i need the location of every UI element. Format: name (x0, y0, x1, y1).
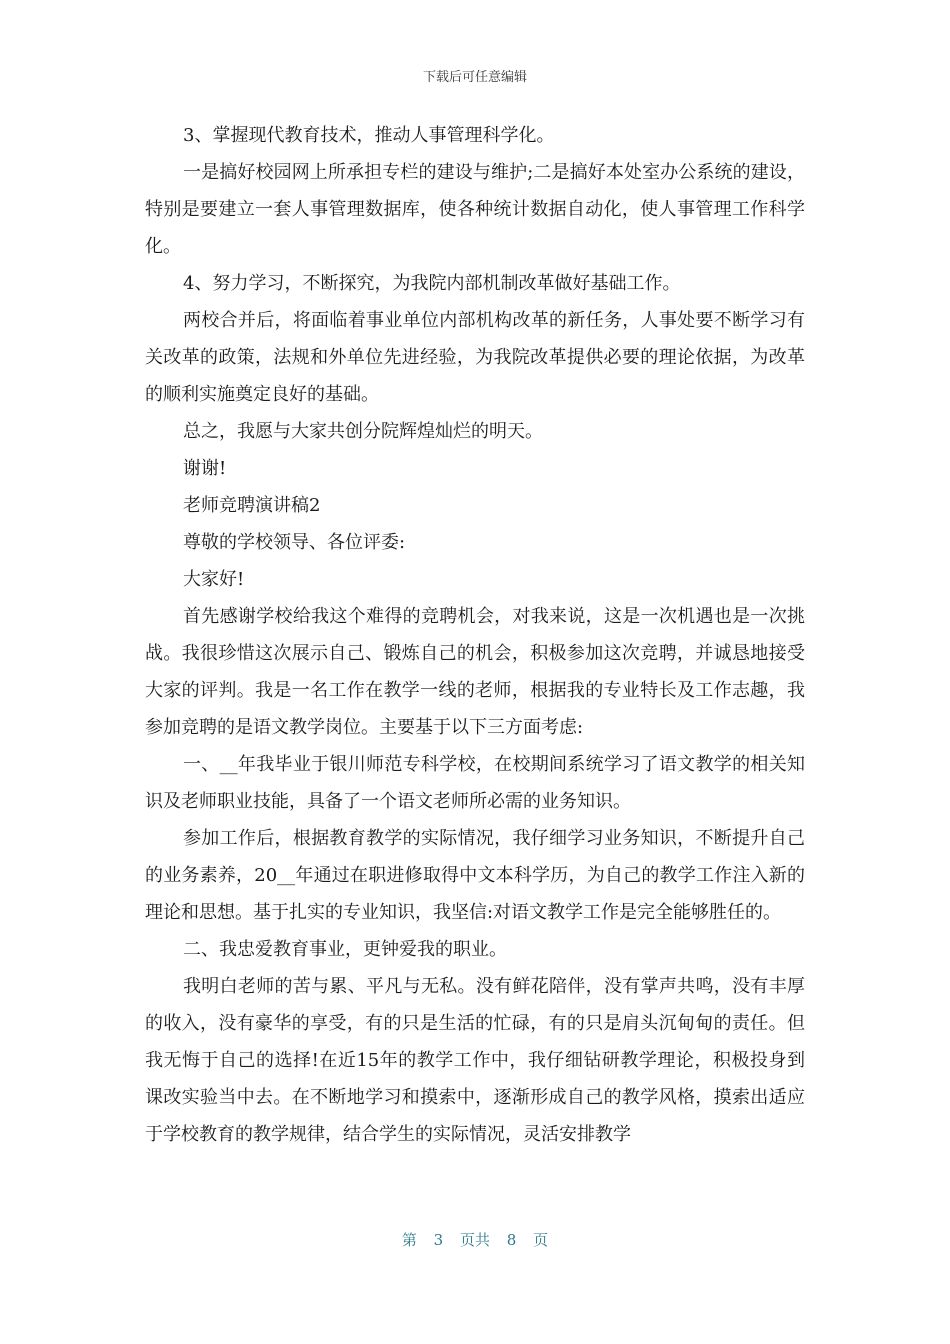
paragraph: 两校合并后，将面临着事业单位内部机构改革的新任务，人事处要不断学习有关改革的政策，法规和外单位先进经验，为我院改革提供必要的理论依据，为改革的顺利实施奠定良好的基础。 (145, 310, 805, 405)
paragraph: 一是搞好校园网上所承担专栏的建设与维护;二是搞好本处室办公系统的建设，特别是要建立一套人事管理数据库，使各种统计数据自动化，使人事管理工作科学化。 (145, 162, 805, 257)
paragraph: 总之，我愿与大家共创分院辉煌灿烂的明天。 (183, 421, 543, 442)
footer-prefix: 第 (401, 1231, 417, 1249)
paragraph: 谢谢! (183, 458, 227, 479)
footer-middle: 页共 (459, 1231, 490, 1249)
footer-suffix: 页 (533, 1231, 549, 1249)
footer-total-pages: 8 (506, 1231, 517, 1249)
paragraph: 参加工作后，根据教育教学的实际情况，我仔细学习业务知识，不断提升自己的业务素养，20__年通过在职进修取得中文本科学历，为自己的教学工作注入新的理论和思想。基于扎实的专业知识，我坚信:对语文教学工作是完全能够胜任的。 (145, 828, 805, 923)
salutation: 尊敬的学校领导、各位评委: (183, 532, 406, 553)
paragraph: 我明白老师的苦与累、平凡与无私。没有鲜花陪伴，没有掌声共鸣，没有丰厚的收入，没有豪华的享受，有的只是生活的忙碌，有的只是肩头沉甸甸的责任。但我无悔于自己的选择!在近15年的教学工作中，我仔细钻研教学理论，积极投身到课改实验当中去。在不断地学习和摸索中，逐渐形成自己的教学风格，摸索出适应于学校教育的教学规律，结合学生的实际情况，灵活安排教学 (145, 976, 805, 1145)
footer-page-number: 3 (433, 1231, 444, 1249)
page-header: 下载后可任意编辑 (422, 70, 527, 85)
paragraph: 二、我忠爱教育事业，更钟爱我的职业。 (183, 939, 507, 960)
paragraph: 3、掌握现代教育技术，推动人事管理科学化。 (183, 125, 555, 146)
section-title: 老师竞聘演讲稿2 (183, 495, 321, 516)
paragraph: 4、努力学习，不断探究，为我院内部机制改革做好基础工作。 (183, 273, 681, 294)
paragraph: 首先感谢学校给我这个难得的竞聘机会，对我来说，这是一次机遇也是一次挑战。我很珍惜这次展示自己、锻炼自己的机会，积极参加这次竞聘，并诚恳地接受大家的评判。我是一名工作在教学一线的老师，根据我的专业特长及工作志趣，我参加竞聘的是语文教学岗位。主要基于以下三方面考虑: (145, 606, 805, 738)
paragraph: 一、__年我毕业于银川师范专科学校，在校期间系统学习了语文教学的相关知识及老师职业技能，具备了一个语文老师所必需的业务知识。 (145, 754, 805, 812)
greeting: 大家好! (183, 569, 245, 590)
page-footer (0, 1229, 950, 1250)
document-body (145, 117, 805, 1153)
